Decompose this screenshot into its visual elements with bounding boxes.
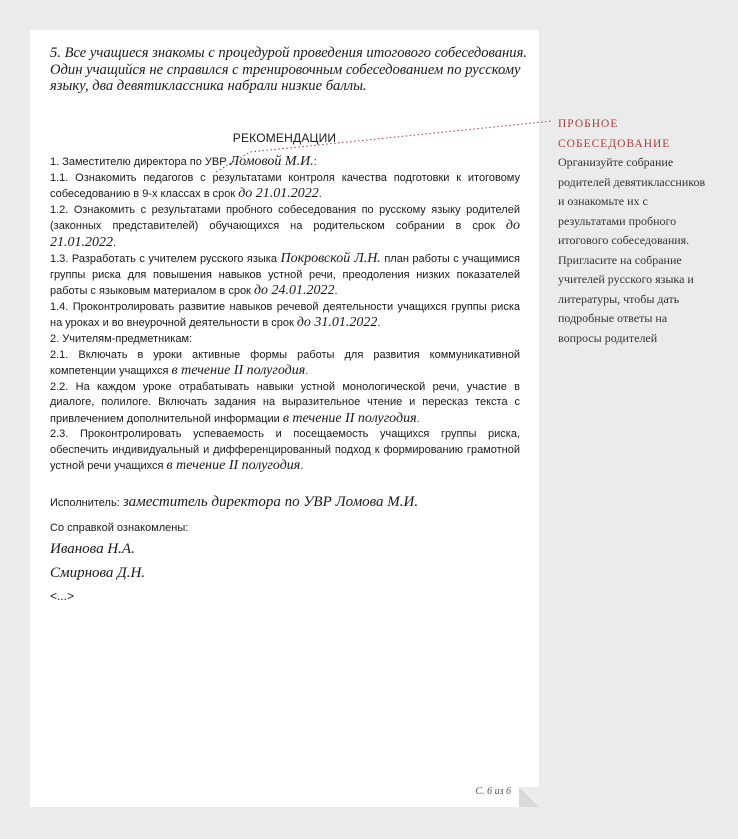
section-1-title: 1. Заместителю директора по УВР Ломовой М.И.:	[50, 154, 317, 169]
deadline: до 21.01.2022	[50, 218, 520, 250]
page-corner-fold	[519, 787, 539, 807]
deadline: до 31.01.2022	[296, 315, 378, 330]
omission-mark: <...>	[50, 589, 75, 603]
signature-1: Иванова Н.А.	[50, 541, 135, 557]
section-2	[50, 332, 520, 475]
item-1-1: 1.1. Ознакомить педагогов с результатами контроля качества подготовки к итоговому собеседованию в 9-х классах в срок до 21.01.2022.	[50, 171, 520, 201]
signature-2: Смирнова Д.Н.	[50, 565, 146, 581]
teacher-name: Покровской Л.Н.	[280, 251, 381, 266]
item-2-2: 2.2. На каждом уроке отрабатывать навыки устной монологической речи, участие в диалоге, полилоге. Включать задания на выразительное чтение и пересказ текста с привлечением дополнительной информации в течение II полугодия.	[50, 380, 520, 426]
section-1	[50, 154, 520, 332]
deadline: до 21.01.2022	[238, 186, 319, 201]
item-1-4: 1.4. Проконтролировать развитие навыков речевой деятельности учащихся группы риска на уроках и во внеурочной деятельности в срок до 31.01.2022.	[50, 300, 520, 330]
section-2-title: 2. Учителям-предметникам:	[50, 333, 193, 345]
deadline: в течение II полугодия	[166, 458, 301, 473]
executor-line: Исполнитель: заместитель директора по УВР Ломова М.И.	[50, 494, 419, 510]
deadline: в течение II полугодия	[171, 363, 306, 378]
item-1-2: 1.2. Ознакомить с результатами пробного собеседования по русскому языку родителей (законных представителей) обучающихся на родительском собрании в срок до 21.01.2022.	[50, 203, 520, 250]
page-number: С. 6 из 6	[475, 786, 511, 797]
executor-name: заместитель директора по УВР Ломова М.И.	[122, 494, 419, 510]
item-2-3: 2.3. Проконтролировать успеваемость и посещаемость учащихся группы риска, обеспечить индивидуальный и дифференцированный подход к формированию грамотной устной речи учащихся в течение II полугодия.	[50, 428, 520, 473]
sidebar-title: ПРОБНОЕ СОБЕСЕДОВАНИЕ	[558, 118, 671, 150]
deadline: в течение II полугодия	[282, 410, 417, 426]
sidebar-text: Организуйте собрание родителей девятиклассников и ознакомьте их с результатами пробного итогового собеседования. Пригласите на собрание учителей русского языка и литературы, чтобы дать подробные ответы на вопросы родителей	[558, 155, 706, 345]
deputy-name: Ломовой М.И.	[229, 154, 314, 169]
acknowledged-label: Со справкой ознакомлены:	[50, 522, 189, 534]
intro-paragraph: 5. Все учащиеся знакомы с процедурой проведения итогового собеседования. Один учащийся не справился с тренировочным собеседованием по русскому языку, два девятиклассника набрали низкие баллы.	[50, 45, 528, 94]
document-page	[30, 30, 539, 807]
recommendations-heading: РЕКОМЕНДАЦИИ	[232, 131, 337, 145]
item-2-1: 2.1. Включать в уроки активные формы работы для развития коммуникативной компетенции учащихся в течение II полугодия.	[50, 348, 520, 378]
deadline: до 24.01.2022	[253, 283, 335, 298]
item-1-3: 1.3. Разработать с учителем русского языка Покровской Л.Н. план работы с учащимися группы риска для повышения навыков устной речи, преодоления низких показателей работы с языковым материалом в срок до 24.01.2022.	[50, 251, 521, 298]
